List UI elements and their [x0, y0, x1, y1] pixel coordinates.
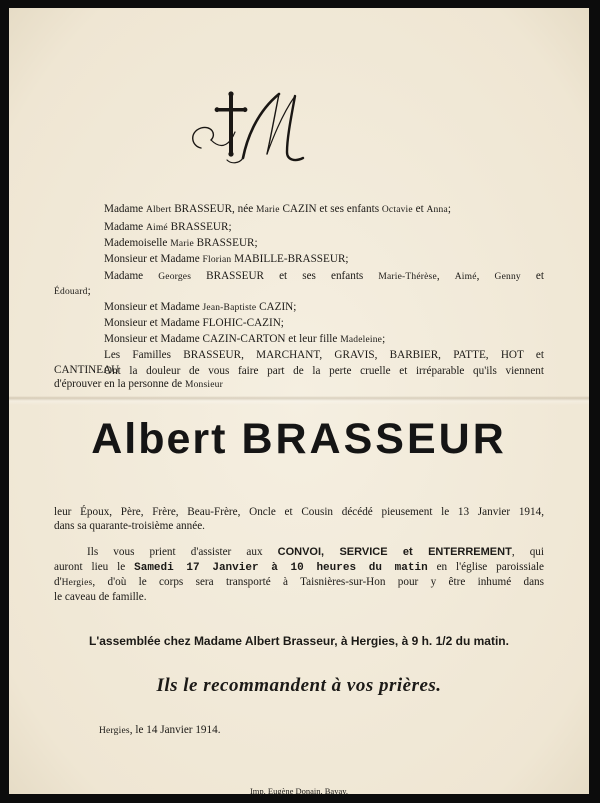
closing-prayer: Ils le recommandent à vos prières.	[156, 675, 442, 696]
invite-line-3: d'Hergies, d'où le corps sera transporté à Taisnières-sur-Hon pour y être inhumé dans	[54, 576, 544, 588]
sorrow-line-1: Ont la douleur de vous faire part de la perte cruelle et irréparable qu'ils viennent	[104, 365, 544, 377]
invite-line-4: le caveau de famille.	[54, 591, 147, 603]
family-line: Madame Albert BRASSEUR, née Marie CAZIN et ses enfants Octavie et Anna;	[104, 203, 451, 215]
relation-line-2: dans sa quarante-troisième année.	[54, 520, 205, 532]
family-line: Madame Aimé BRASSEUR;	[104, 221, 232, 233]
family-line: Monsieur et Madame CAZIN-CARTON et leur fille Madeleine;	[104, 333, 386, 345]
invite-line-2: auront lieu le Samedi 17 Janvier à 10 heures du matin en l'église paroissiale	[54, 561, 545, 574]
relation-line-1: leur Époux, Père, Frère, Beau-Frère, Oncle et Cousin décédé pieusement le 13 Janvier 1914,	[54, 506, 544, 518]
deceased-name: Albert BRASSEUR	[91, 415, 507, 463]
family-line: Édouard;	[54, 285, 91, 297]
family-line: Monsieur et Madame Jean-Baptiste CAZIN;	[104, 301, 297, 313]
invite-line-1: Ils vous prient d'assister aux CONVOI, SERVICE et ENTERREMENT, qui	[87, 546, 545, 558]
cross-monogram-emblem	[187, 88, 311, 170]
family-line: Mademoiselle Marie BRASSEUR;	[104, 237, 258, 249]
sorrow-line-2: d'éprouver en la personne de Monsieur	[54, 378, 223, 390]
place-and-date: Hergies, le 14 Janvier 1914.	[99, 724, 221, 736]
family-line: Madame Georges BRASSEUR et ses enfants Marie-Thérèse, Aimé, Genny et	[104, 270, 545, 282]
family-line: CANTINEAU	[54, 364, 120, 376]
family-line: Monsieur et Madame Florian MABILLE-BRASSEUR;	[104, 253, 349, 265]
assembly-info: L'assemblée chez Madame Albert Brasseur, à Hergies, à 9 h. 1/2 du matin.	[89, 634, 509, 648]
funeral-notice-sheet	[9, 8, 589, 794]
family-line: Monsieur et Madame FLOHIC-CAZIN;	[104, 317, 284, 329]
printer-credit: Imp. Eugène Donain, Bavay.	[249, 786, 349, 796]
family-line: Les Familles BRASSEUR, MARCHANT, GRAVIS, BARBIER, PATTE, HOT et	[104, 349, 544, 361]
